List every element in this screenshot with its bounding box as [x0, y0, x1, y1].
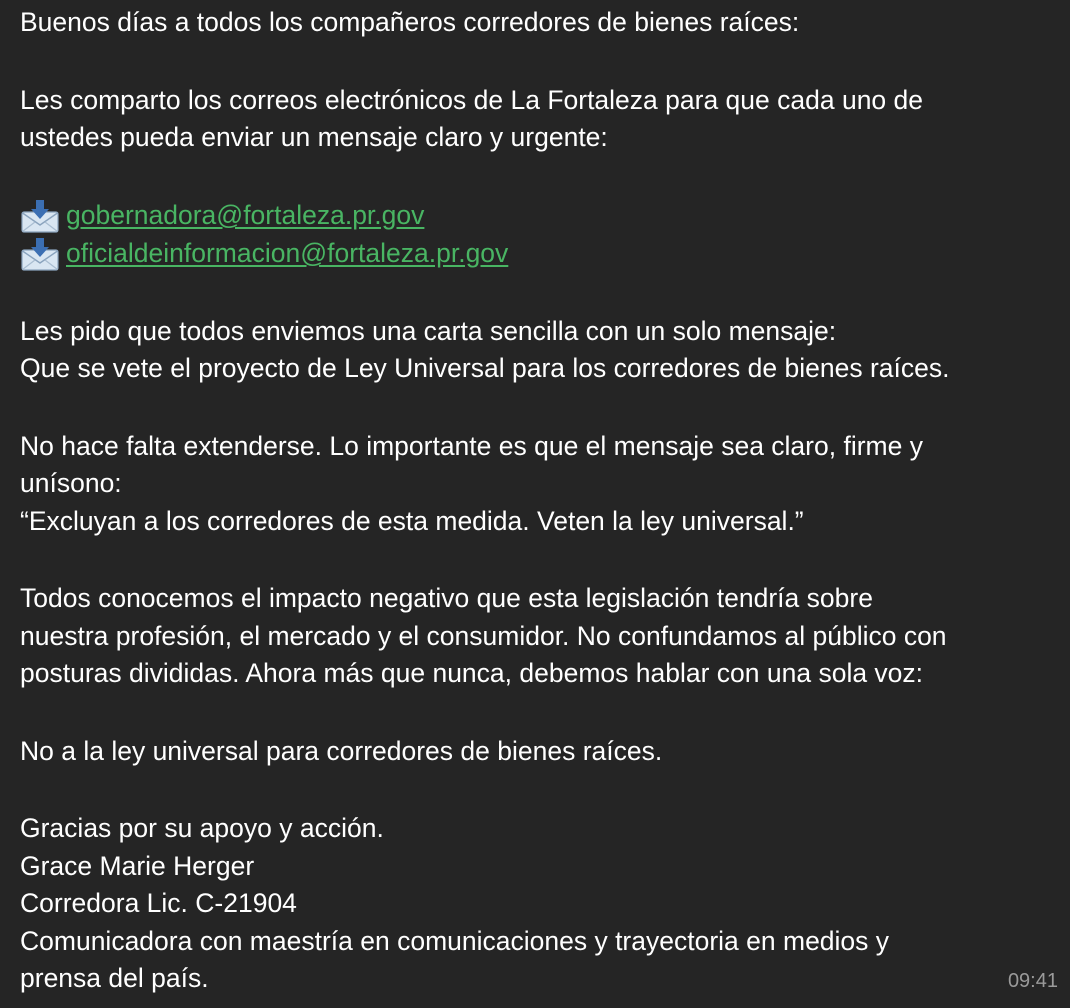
- slogan-line: No a la ley universal para corredores de bienes raíces.: [20, 735, 663, 766]
- signature-line: prensa del país.: [20, 963, 209, 993]
- signature-line: Gracias por su apoyo y acción.: [20, 813, 384, 843]
- email-link-oficialdeinformacion[interactable]: oficialdeinformacion@fortaleza.pr.gov: [66, 237, 509, 268]
- signature-license: Corredora Lic. C-21904: [20, 888, 297, 918]
- firm-line: No hace falta extenderse. Lo importante es que el mensaje sea claro, firme y: [20, 430, 923, 461]
- signature-line: Comunicadora con maestría en comunicaciones y trayectoria en medios y: [20, 925, 890, 956]
- email-item: [20, 197, 1060, 235]
- incoming-envelope-icon: [20, 237, 60, 271]
- quote-line: “Excluyan a los corredores de esta medida. Veten la ley universal.”: [20, 505, 804, 536]
- email-link-gobernadora[interactable]: gobernadora@fortaleza.pr.gov: [66, 199, 425, 230]
- request-line: Que se vete el proyecto de Ley Universal para los corredores de bienes raíces.: [20, 353, 950, 383]
- message-timestamp: 09:41: [1007, 969, 1058, 992]
- email-item: [20, 235, 1060, 273]
- firm-line: unísono:: [20, 468, 122, 498]
- impact-line: Todos conocemos el impacto negativo que esta legislación tendría sobre: [20, 583, 873, 613]
- request-line: Les pido que todos enviemos una carta sencilla con un solo mensaje:: [20, 315, 837, 346]
- incoming-envelope-icon: [20, 199, 60, 233]
- greeting-text: Buenos días a todos los compañeros corredores de bienes raíces:: [20, 7, 800, 37]
- signature-name: Grace Marie Herger: [20, 850, 255, 881]
- impact-line: posturas divididas. Ahora más que nunca, debemos hablar con una sola voz:: [20, 658, 924, 688]
- impact-line: nuestra profesión, el mercado y el consumidor. No confundamos al público con: [20, 620, 947, 651]
- intro-line: ustedes pueda enviar un mensaje claro y urgente:: [20, 122, 608, 152]
- intro-line: Les comparto los correos electrónicos de La Fortaleza para que cada uno de: [20, 84, 924, 115]
